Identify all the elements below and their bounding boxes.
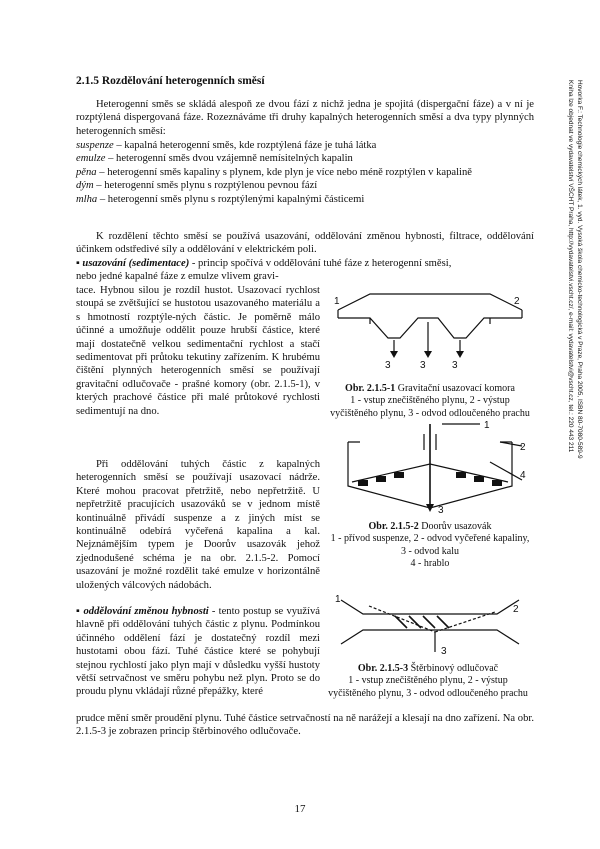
definition-item — [76, 152, 534, 165]
fig1-num-3c: 3 — [452, 360, 458, 371]
definition-term: dým — [76, 180, 94, 192]
rake-blade — [358, 480, 368, 486]
rake-blade — [376, 476, 386, 482]
figure-legend-2: 4 - hrablo — [410, 558, 450, 570]
figure-caption — [330, 383, 530, 420]
figure-caption — [328, 663, 528, 700]
arrow-head-icon — [456, 351, 464, 358]
definition-item — [76, 166, 534, 179]
usazovani-term: usazování (sedimentace) — [82, 258, 190, 269]
fig3-num-2: 2 — [513, 604, 519, 615]
fig2-num-3: 3 — [438, 505, 444, 515]
rake-blade — [456, 472, 466, 478]
page-number: 17 — [294, 803, 306, 815]
figure-caption — [330, 521, 530, 571]
baffle — [423, 616, 435, 628]
section-heading: 2.1.5 Rozdělování heterogenních směsí — [76, 75, 265, 87]
bullet-marker: ▪ — [76, 606, 81, 617]
baffle — [437, 616, 449, 628]
usazovani-para2: Při oddělování tuhých částic z kapalných heterogenních směsí se používají usazovací nádrže. Které mohou pracovat přetržitě, nebo nepřetržitě. U nepřetržitě pracujících usazováků se v jednom místě kontinuálně přivádí suspenze a z jiných míst se kontinuálně odebírá vyčeřená kapalina a kal. Nejznámějším typem je Doorův usazovák jehož zjednodušené schéma je na obr. 2.1.5-2. Pomocí usazování je možné rozdělit také emulze v horizontálně uložených válcových nádobách. — [76, 459, 320, 591]
chamber-roof — [338, 294, 522, 310]
definition-text: – heterogenní směs plynu s rozptýlenými kapalnými částicemi — [97, 193, 365, 205]
fig3-num-1: 1 — [335, 594, 341, 605]
leader-4 — [490, 462, 522, 480]
definition-item — [76, 139, 534, 152]
definition-item — [76, 193, 534, 206]
rake-blade — [394, 472, 404, 478]
chamber-hoppers — [338, 318, 522, 338]
definition-term: pěna — [76, 166, 97, 178]
fig2-num-4: 4 — [520, 470, 526, 481]
definition-item — [76, 179, 534, 192]
baffle — [409, 616, 421, 628]
fig3-num-3: 3 — [441, 646, 447, 657]
hybnost-paragraph — [76, 605, 320, 699]
arrow-head-icon — [426, 504, 434, 512]
leader-2 — [500, 442, 522, 446]
hybnost-body: - tento postup se využívá hlavně při oddělování tuhých částic z plynu. Podmínkou účinného oddělení fází je dostatečný rozdíl mezi hustotami obou fází. Tuhé částice které se pohybují stejnou rychlostí jako plyn mají v důsledku vyšší hustoty větší setrvačnost ve směru pohybu než plyn. Proto se do proudu plynu vkládají různé přepážky, které — [76, 606, 320, 698]
rake-blade — [492, 480, 502, 486]
figure-door-thickener — [330, 420, 530, 515]
arrow-head-icon — [390, 351, 398, 358]
bullet-marker: ▪ — [76, 258, 80, 269]
usazovani-body: tace. Hybnou silou je rozdíl hustot. Usazovací rychlost stoupá se zvětšující se hustotou usazovaného materiálu a s hmotností rozptýle-ných částic. Je poměrně málo účinné a umožňuje oddělit pouze hrubší částice, které mají dostatečně velkou sedimentační rychlost a stačí sedimentovat při průtoku tekutiny zařízením. K hrubému čištění plynných heterogenních směsí se používají gravitační odlučovače - prašné komory (obr. 2.1.5-1), v kterých prachové částice při malé průtokové rychlosti sedimentují na dno. — [76, 285, 320, 417]
definition-text: – heterogenní směs plynu s rozptýlenou pevnou fází — [93, 180, 318, 192]
figure-label: Obr. 2.1.5-1 — [345, 383, 396, 394]
hybnost-tail: prudce mění směr proudění plynu. Tuhé částice setrvačností na ně narážejí a klesají na dno zařízení. Na obr. 2.1.5-3 je zobrazen princip štěrbinového odlučovače. — [76, 713, 534, 738]
figure-legend: 1 - vstup znečištěného plynu, 2 - výstup vyčištěného plynu, 3 - odvod odloučeného prachu — [330, 395, 530, 419]
methods-paragraph: K rozdělení těchto směsí se používá usazování, oddělování změnou hybnosti, filtrace, oddělování účinkem odstředivé síly a oddělování v elektrickém poli. — [76, 231, 534, 256]
definition-term: mlha — [76, 193, 98, 205]
figure-settling-chamber — [330, 290, 530, 372]
separator-bottom — [341, 630, 519, 644]
figure-legend: 1 - vstup znečištěného plynu, 2 - výstup vyčištěného plynu, 3 - odvod odloučeného prachu — [328, 675, 528, 699]
usazovani-line2: nebo jedné kapalné fáze z emulze vlivem gravi- — [76, 271, 279, 283]
fig2-num-1: 1 — [484, 420, 490, 431]
figure-slot-separator — [335, 592, 525, 660]
definition-term: emulze — [76, 153, 106, 165]
fig1-num-1: 1 — [334, 296, 340, 307]
baffle — [395, 616, 407, 628]
fig1-num-3a: 3 — [385, 360, 391, 371]
fig1-num-3b: 3 — [420, 360, 426, 371]
figure-label: Obr. 2.1.5-2 — [368, 521, 419, 532]
side-note-line1: Hovorka F.: Technologie chemických látek, 1. vyd. Vysoká škola chemicko-technologická v Praze, Praha 2005, ISBN 80-7080-589-9 — [576, 80, 583, 459]
definition-text: – heterogenní směs dvou vzájemně nemísitelných kapalin — [105, 153, 353, 165]
hybnost-term: oddělování změnou hybnosti — [83, 606, 209, 617]
fig2-num-2: 2 — [520, 442, 526, 453]
definition-list — [76, 139, 534, 206]
chamber-walls — [370, 318, 490, 324]
figure-label: Obr. 2.1.5-3 — [357, 663, 409, 674]
figure-legend: 1 - přívod suspenze, 2 - odvod vyčeřené kapaliny, 3 - odvod kalu — [330, 533, 530, 557]
usazovani-line1: - princip spočívá v oddělování tuhé fáze z heterogenní směsi, — [189, 258, 452, 269]
definition-text: – heterogenní směs kapaliny s plynem, kde plyn je více nebo méně rozptýlen v kapalině — [96, 166, 472, 178]
fig1-num-2: 2 — [514, 296, 520, 307]
arrow-head-icon — [424, 351, 432, 358]
definition-text: – kapalná heterogenní směs, kde rozptýlená fáze je tuhá látka — [113, 140, 377, 151]
side-note-line2: Kniha lze objednat ve vydavatelství VŠCHT Praha, http://vydavatelstvi.vscht.cz/, e-mail: vydavatelstvi@vscht.cz, tel.: 220 443 211 — [567, 80, 575, 453]
intro-paragraph: Heterogenní směs se skládá alespoň ze dvou fází z nichž jedna je spojitá (dispergační fáze) a v ní je rozptýlená dispergovaná fáze. Rozeznáváme tři druhy kapalných heterogenních směsí a dva typy plynných heterogenních směsí: — [76, 99, 534, 137]
definition-term: suspenze — [76, 140, 114, 151]
separator-top — [341, 600, 519, 614]
figure-title: Doorův usazovák — [418, 521, 492, 532]
side-note — [566, 80, 583, 780]
usazovani-intro — [76, 257, 534, 284]
figure-title: Štěrbinový odlučovač — [408, 663, 499, 674]
rake-blade — [474, 476, 484, 482]
figure-title: Gravitační usazovací komora — [395, 383, 515, 394]
